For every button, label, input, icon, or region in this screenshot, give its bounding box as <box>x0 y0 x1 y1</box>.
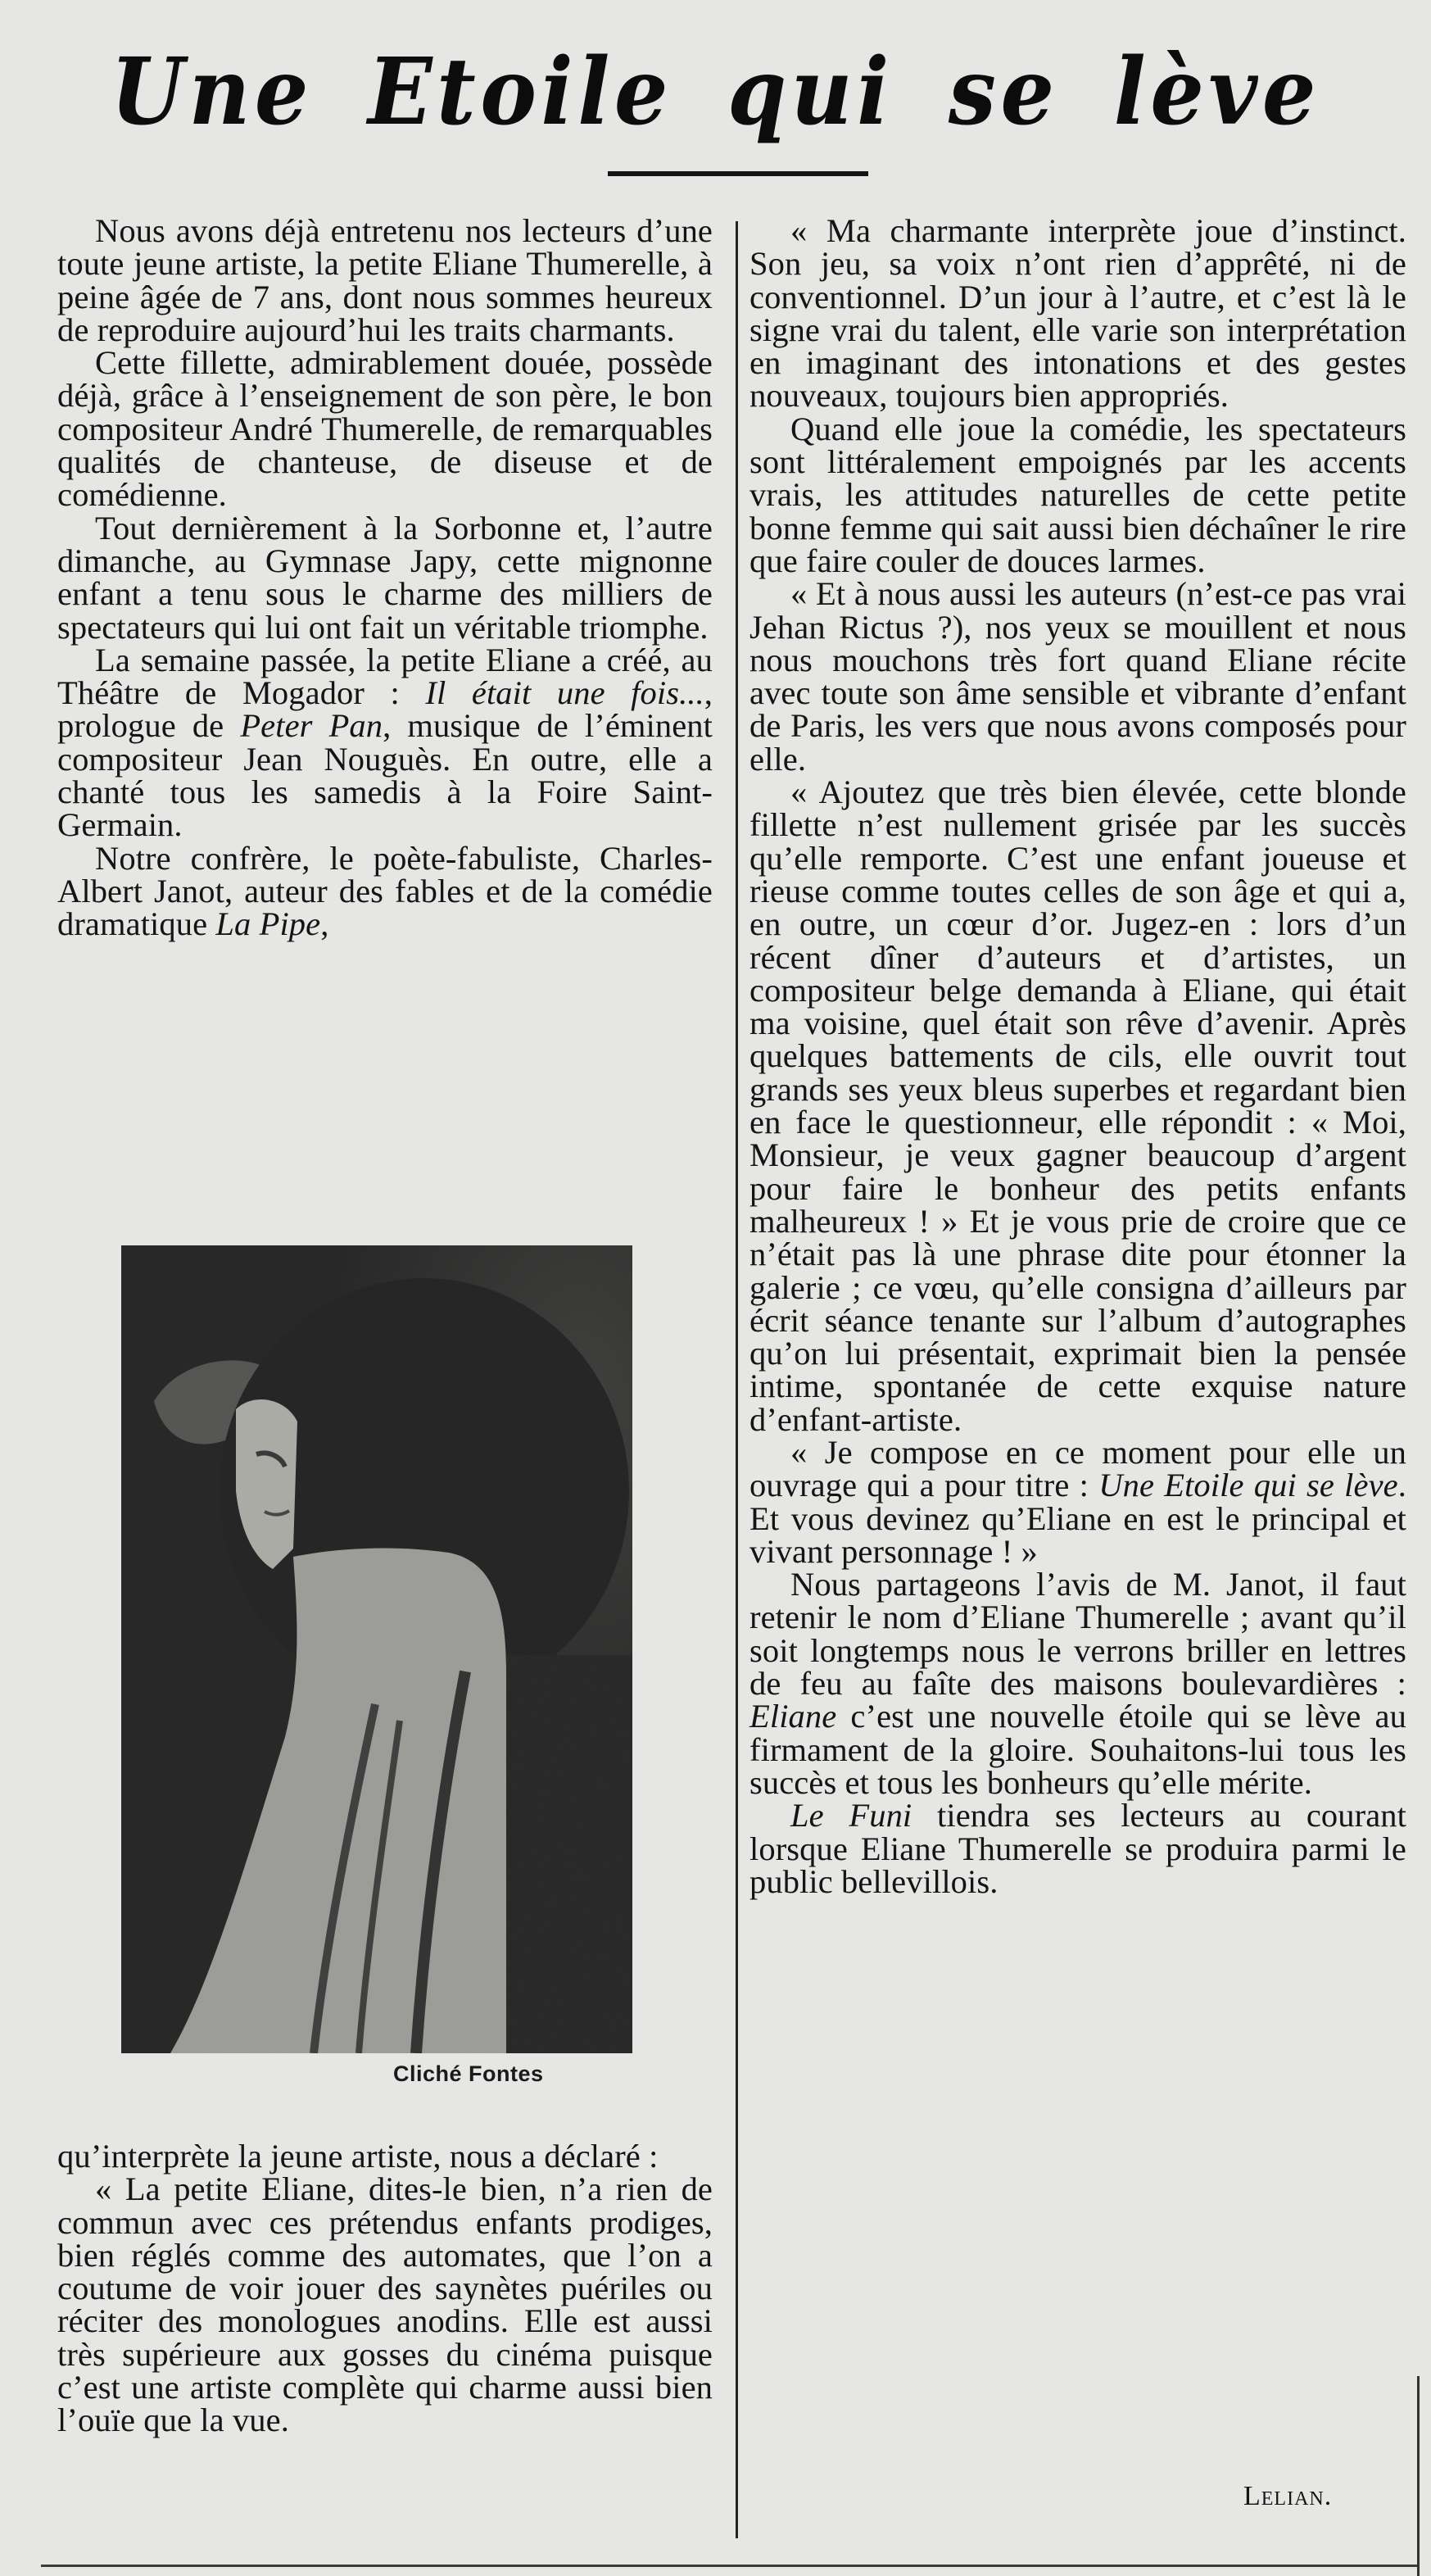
paragraph-le-funi: Le Funi tiendra ses lecteurs au courant lorsque Eliane Thumerelle se produira parmi le public bellevillois. <box>749 1797 1406 1900</box>
paragraph-instinct: « Ma charmante interprète joue d’instinct. Son jeu, sa voix n’ont rien d’apprêté, ni de conventionnel. D’un jour à l’autre, et c’est là le signe vrai du talent, elle varie son interprétation en imaginant des intonations et des gestes nouveaux, toujours bien appropriés. <box>749 212 1406 415</box>
work-title-il-etait-une-fois: Il était une fois... <box>425 674 704 712</box>
article-title: Une Etoile qui se lève <box>111 39 1320 146</box>
paragraph-ouvrage: « Je compose en ce moment pour elle un ouvrage qui a pour titre : Une Etoile qui se lève. Et vous devinez qu’Eliane en est le principal et vivant personnage ! » <box>749 1433 1406 1570</box>
page-bottom-rule <box>41 2565 1417 2567</box>
column-divider-rule <box>736 221 738 2538</box>
work-title-la-pipe: La Pipe <box>215 905 321 943</box>
left-column-top <box>57 212 713 943</box>
portrait-photo <box>121 1245 632 2053</box>
publication-name-le-funi: Le Funi <box>790 1797 912 1834</box>
work-title-peter-pan: Peter Pan <box>240 707 383 745</box>
page-right-border-rule <box>1417 2376 1420 2576</box>
paragraph-avis-janot: Nous partageons l’avis de M. Janot, il faut retenir le nom d’Eliane Thumerelle ; avant qu’il soit longtemps nous le verrons briller en lettres de feu au faîte des maisons boulevardières : Eliane c’est une nouvelle étoile qui se lève au firmament de la gloire. Souhaitons-lui tous les succès et tous les bonheurs qu’elle mérite. <box>749 1566 1406 1801</box>
paragraph-janot: Notre confrère, le poète-fabuliste, Charles-Albert Janot, auteur des fables et de la comédie dramatique La Pipe, <box>57 839 713 943</box>
paragraph-comedie: Quand elle joue la comédie, les spectateurs sont littéralement empoignés par les accents vrais, les attitudes naturelles de cette petite bonne femme qui sait aussi bien déchaîner le rire que faire couler de douces larmes. <box>749 410 1406 579</box>
paragraph-sorbonne: Tout dernièrement à la Sorbonne et, l’autre dimanche, au Gymnase Japy, cette mignonne enfant a tenu sous le charme des milliers de spectateurs qui lui ont fait un véritable triomphe. <box>57 509 713 646</box>
paragraph-mogador: La semaine passée, la petite Eliane a créé, au Théâtre de Mogador : Il était une fois..., prologue de Peter Pan, musique de l’éminent compositeur Jean Nouguès. En outre, elle a chanté tous les samedis à la Foire Saint-Germain. <box>57 641 713 844</box>
right-column <box>749 212 1406 1900</box>
paragraph-declared: qu’interprète la jeune artiste, nous a déclaré : <box>57 2138 659 2175</box>
author-signature: Lelian. <box>1243 2481 1333 2511</box>
paragraph-bien-elevee: « Ajoutez que très bien élevée, cette blonde fillette n’est nullement grisée par les succès qu’elle remporte. C’est une enfant joueuse et rieuse comme toutes celles de son âge et qui a, en outre, un cœur d’or. Jugez-en : lors d’un récent dîner d’auteurs et d’artistes, un compositeur belge demanda à Eliane, qui était ma voisine, quel était son rêve d’avenir. Après quelques battements de cils, elle ouvrit tout grands ses yeux bleus superbes et regardant bien en face le questionneur, elle répondit : « Moi, Monsieur, je veux gagner beaucoup d’argent pour faire le bonheur des petits enfants malheureux ! » Et je vous prie de croire que ce n’était pas là une phrase dite pour étonner la galerie ; ce vœu, qu’elle consigna d’ailleurs par écrit séance tenante sur l’album d’autographes qu’on lui présentait, exprimait bien la pensée intime, spontanée de cette exquise nature d’enfant-artiste. <box>749 773 1406 1438</box>
name-eliane-italic: Eliane <box>749 1698 837 1735</box>
work-title-une-etoile: Une Etoile qui se lève <box>1098 1467 1398 1504</box>
paragraph-intro: Nous avons déjà entretenu nos lecteurs d’une toute jeune artiste, la petite Eliane Thumerelle, à peine âgée de 7 ans, dont nous sommes heureux de reproduire aujourd’hui les traits charmants. <box>57 212 713 348</box>
photo-credit-caption: Cliché Fontes <box>393 2061 544 2086</box>
paragraph-auteurs: « Et à nous aussi les auteurs (n’est-ce pas vrai Jehan Rictus ?), nos yeux se mouillent et nous nous mouchons très fort quand Eliane récite avec toute son âme sensible et vibrante d’enfant de Paris, les vers que nous avons composés pour elle. <box>749 575 1406 778</box>
paragraph-talents: Cette fillette, admirablement douée, possède déjà, grâce à l’enseignement de son père, le bon compositeur André Thumerelle, de remarquables qualités de chanteuse, de diseuse et de comédienne. <box>57 344 713 514</box>
paragraph-quote-not-prodigy: « La petite Eliane, dites-le bien, n’a rien de commun avec ces prétendus enfants prodiges, bien réglés comme des automates, que l’on a coutume de voir jouer des saynètes puériles ou réciter des monologues anodins. Elle est aussi très supérieure aux gosses du cinéma puisque c’est une artiste complète qui charme aussi bien l’ouïe que la vue. <box>57 2170 713 2439</box>
title-underline-rule <box>608 171 868 176</box>
portrait-illustration <box>121 1245 632 2053</box>
left-column-bottom <box>57 2140 713 2438</box>
